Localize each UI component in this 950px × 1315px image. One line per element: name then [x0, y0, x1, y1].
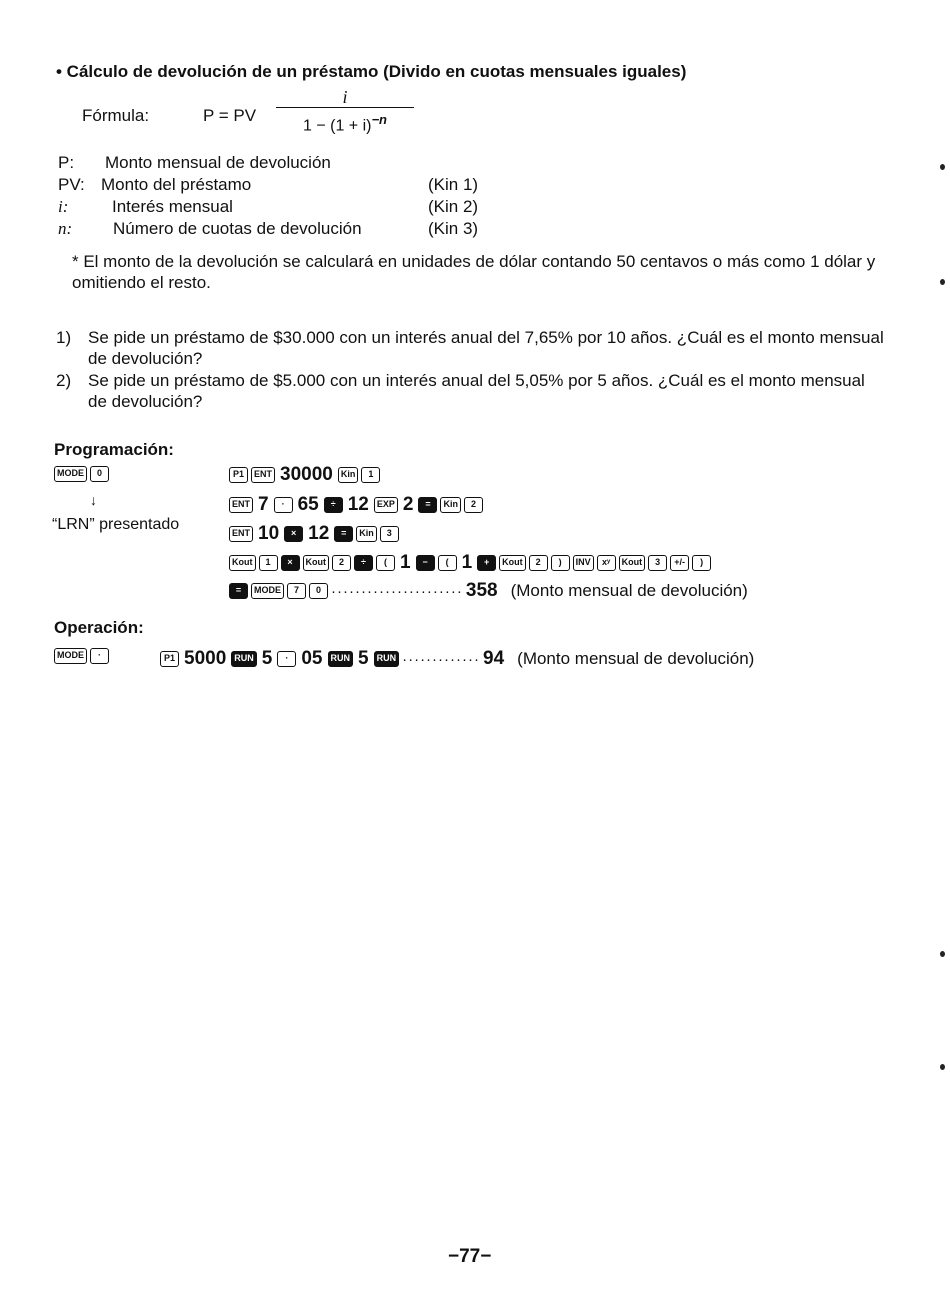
open-paren-key[interactable]: ( [376, 555, 395, 571]
three-key[interactable]: 3 [380, 526, 399, 542]
plus-key[interactable]: + [477, 555, 496, 571]
fraction-bar [276, 107, 414, 108]
question-1 [56, 327, 888, 369]
number: 5000 [184, 648, 227, 669]
def-ref: (Kin 2) [428, 197, 479, 216]
minus-key[interactable]: − [416, 555, 435, 571]
operation-mode-sequence [54, 648, 109, 664]
section-title: • Cálculo de devolución de un préstamo (Divido en cuotas mensuales iguales) [56, 62, 687, 81]
def-symbol: P: [58, 153, 75, 172]
mode-key[interactable]: MODE [251, 583, 284, 599]
question-number: 1) [56, 328, 72, 347]
def-symbol: PV: [58, 175, 85, 194]
def-ref: (Kin 1) [428, 175, 479, 194]
inv-key[interactable]: INV [573, 555, 594, 571]
denominator-exponent: −n [371, 112, 388, 127]
mode-zero-sequence [54, 466, 109, 482]
question-2 [56, 370, 888, 412]
times-key[interactable]: × [281, 555, 300, 571]
one-key[interactable]: 1 [361, 467, 380, 483]
kout-key[interactable]: Kout [303, 555, 330, 571]
close-paren-key[interactable]: ) [692, 555, 711, 571]
def-text: Número de cuotas de devolución [113, 219, 362, 238]
number: 12 [347, 494, 369, 515]
ent-key[interactable]: ENT [251, 467, 275, 483]
kout-key[interactable]: Kout [619, 555, 646, 571]
run-key[interactable]: RUN [231, 651, 257, 667]
ent-key[interactable]: ENT [229, 497, 253, 513]
def-symbol: i: [58, 197, 69, 216]
number: 65 [297, 494, 319, 515]
def-text: Monto mensual de devolución [105, 153, 331, 172]
mode-key[interactable]: MODE [54, 648, 87, 664]
number: 1 [461, 552, 473, 573]
p1-key[interactable]: P1 [160, 651, 179, 667]
kin-key[interactable]: Kin [338, 467, 359, 483]
times-key[interactable]: × [284, 526, 303, 542]
p1-key[interactable]: P1 [229, 467, 248, 483]
number: 1 [400, 552, 411, 573]
two-key[interactable]: 2 [529, 555, 548, 571]
three-key[interactable]: 3 [648, 555, 667, 571]
dot-leader: ······················ [331, 582, 463, 600]
formula-denominator [276, 111, 414, 135]
divide-key[interactable]: ÷ [354, 555, 373, 571]
definition-list [58, 152, 578, 242]
operation-line [160, 648, 754, 670]
number: 05 [301, 648, 323, 669]
formula-label: Fórmula: [82, 106, 150, 125]
equals-key[interactable]: = [229, 583, 248, 599]
number: 2 [402, 494, 414, 515]
denominator-base: 1 − (1 + i) [302, 117, 372, 135]
close-paren-key[interactable]: ) [551, 555, 570, 571]
number: 12 [308, 523, 330, 544]
program-line-2 [229, 494, 483, 516]
operation-result-desc: (Monto mensual de devolución) [517, 649, 755, 668]
equals-key[interactable]: = [334, 526, 353, 542]
down-arrow-icon: ↓ [90, 492, 97, 508]
run-key[interactable]: RUN [328, 651, 354, 667]
dot-key[interactable]: · [90, 648, 109, 664]
program-line-5 [229, 580, 748, 602]
def-ref: (Kin 3) [428, 219, 479, 238]
def-symbol: n: [58, 219, 73, 238]
ent-key[interactable]: ENT [229, 526, 253, 542]
programming-heading: Programación: [54, 440, 174, 459]
binder-mark [940, 951, 945, 957]
program-line-1 [229, 464, 380, 486]
exp-key[interactable]: EXP [374, 497, 398, 513]
open-paren-key[interactable]: ( [438, 555, 457, 571]
zero-key[interactable]: 0 [90, 466, 109, 482]
operation-heading: Operación: [54, 618, 144, 637]
run-key[interactable]: RUN [374, 651, 400, 667]
operation-result: 94 [483, 648, 505, 669]
formula-numerator: i [342, 87, 348, 107]
kout-key[interactable]: Kout [499, 555, 526, 571]
binder-mark [940, 164, 945, 170]
number: 5 [261, 648, 273, 669]
zero-key[interactable]: 0 [309, 583, 328, 599]
program-line-3 [229, 523, 399, 545]
sign-change-key[interactable]: +/- [670, 555, 689, 571]
power-key[interactable]: xʸ [597, 555, 616, 571]
def-text: Interés mensual [112, 197, 233, 216]
dot-key[interactable]: · [274, 497, 293, 513]
binder-mark [940, 1064, 945, 1070]
binder-mark [940, 279, 945, 285]
program-result: 358 [465, 580, 498, 601]
number: 5 [358, 648, 369, 669]
one-key[interactable]: 1 [259, 555, 278, 571]
formula-lhs: P = PV [203, 106, 257, 125]
formula-fraction [276, 88, 414, 135]
dot-leader: ············· [402, 650, 481, 668]
seven-key[interactable]: 7 [287, 583, 306, 599]
two-key[interactable]: 2 [464, 497, 483, 513]
number: 30000 [280, 464, 333, 485]
kout-key[interactable]: Kout [229, 555, 256, 571]
page-number: −77− [448, 1246, 492, 1267]
question-text: Se pide un préstamo de $5.000 con un interés anual del 5,05% por 5 años. ¿Cuál es el monto mensual de devolución? [88, 371, 865, 411]
two-key[interactable]: 2 [332, 555, 351, 571]
lrn-display-note: “LRN” presentado [52, 516, 180, 533]
equals-key[interactable]: = [418, 497, 437, 513]
kin-key[interactable]: Kin [440, 497, 461, 513]
number: 7 [258, 494, 269, 515]
def-text: Monto del préstamo [101, 175, 252, 194]
mode-key[interactable]: MODE [54, 466, 87, 482]
number: 10 [258, 523, 280, 544]
program-line-4 [229, 552, 711, 574]
note-paragraph: * El monto de la devolución se calculará en unidades de dólar contando 50 centavos o más como 1 dólar y omitiendo el resto. [72, 252, 876, 292]
question-number: 2) [56, 371, 72, 390]
question-text: Se pide un préstamo de $30.000 con un interés anual del 7,65% por 10 años. ¿Cuál es el monto mensual de devolución? [88, 328, 884, 368]
dot-key[interactable]: · [277, 651, 296, 667]
kin-key[interactable]: Kin [356, 526, 377, 542]
divide-key[interactable]: ÷ [324, 497, 343, 513]
program-result-desc: (Monto mensual de devolución) [510, 581, 748, 600]
